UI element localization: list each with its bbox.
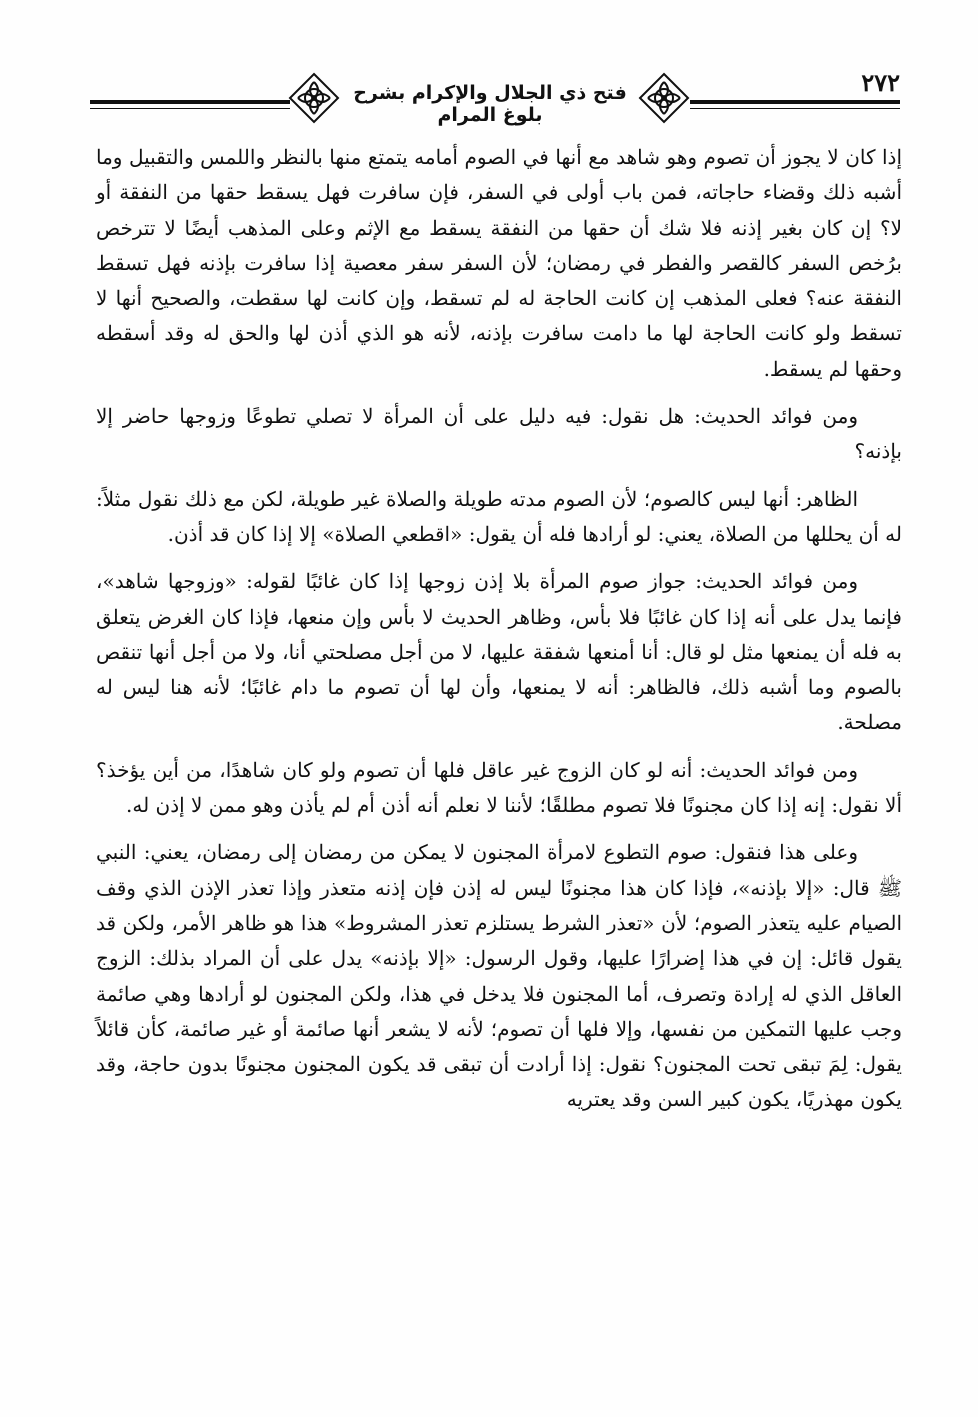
header-rule-right-thin (690, 108, 900, 109)
body-text (96, 140, 902, 1130)
header-rule-right (690, 100, 900, 104)
paragraph: ومن فوائد الحديث: هل نقول: فيه دليل على أن المرأة لا تصلي تطوعًا وزوجها حاضر إلا بإذنه؟ (96, 404, 902, 464)
page-number: ٢٧٢ (861, 68, 900, 97)
paragraph: إذا كان لا يجوز أن تصوم وهو شاهد مع أنها في الصوم أمامه يتمتع منها بالنظر واللمس والتقبيل وما أشبه ذلك وقضاء حاجاته، فمن باب أولى في السفر، فإن سافرت فهل يسقط حقها من النفقة أو لا؟ إن كان بغير إذنه فلا شك أن حقها من النفقة يسقط مع الإثم وعلى المذهب أيضًا لا تترخص برُخص السفر كالقصر والفطر في رمضان؛ لأن السفر سفر معصية إذا سافرت بإذنه فهل تسقط النفقة عنه؟ فعلى المذهب إن كانت الحاجة له لم تسقط، وإن كانت لها سقطت، والصحيح أنها لا تسقط ولو كانت الحاجة لها ما دامت سافرت بإذنه، لأنه هو الذي أذن لها والحق له وقد أسقطه وحقها لم يسقط. (96, 145, 903, 381)
paragraph: وعلى هذا فنقول: صوم التطوع لامرأة المجنون لا يمكن من رمضان إلى رمضان، يعني: النبي ﷺ قال: «إلا بإذنه»، فإذا كان هذا مجنونًا ليس له إذن فإن إذنه متعذر وإذا تعذر الإذن الذي وقف الصيام عليه يتعذر الصوم؛ لأن «تعذر الشرط يستلزم تعذر المشروط» هذا هو ظاهر الأمر، ولكن قد يقول قائل: إن في هذا إضرارًا عليها، وقول الرسول: «إلا بإذنه» يدل على أن المراد بذلك: الزوج العاقل الذي له إرادة وتصرف، أما المجنون فلا يدخل في هذا، ولكن المجنون لو أرادها وهي صائمة وجب عليها التمكين من نفسها، وإلا فلها أن تصوم؛ لأنه لا يشعر أنها صائمة أو غير صائمة، كأن قائلاً يقول: لِمَ تبقى تحت المجنون؟ نقول: إذا أرادت أن تبقى قد يكون المجنون مجنونًا بدون حاجة، وقد يكون مهذريًا، يكون كبير السن وقد يعتريه (96, 840, 903, 1112)
header-rule-left (90, 100, 290, 104)
ornament-right-icon (636, 70, 692, 126)
running-title: فتح ذي الجلال والإكرام بشرح بلوغ المرام (353, 82, 627, 126)
paragraph: ومن فوائد الحديث: أنه لو كان الزوج غير عاقل فلها أن تصوم ولو كان شاهدًا، من أين يؤخذ؟ ألا نقول: إنه إذا كان مجنونًا فلا تصوم مطلقًا؛ لأننا لا نعلم أنه أذن أم لم يأذن وهو ممن لا إذن له. (96, 757, 902, 818)
header-rule-left-thin (90, 108, 290, 109)
ornament-left-icon (286, 70, 342, 126)
page-header (90, 62, 900, 126)
paragraph: ومن فوائد الحديث: جواز صوم المرأة بلا إذن زوجها إذا كان غائبًا لقوله: «وزوجها شاهد»، فإنما يدل على أنه إذا كان غائبًا فلا بأس، وظاهر الحديث لا بأس وإن منعها، فإذا كان الغرض يتعلق به فله أن يمنعها مثل لو قال: أنا أمنعها شفقة عليها، لا من أجل مصلحتي أنا، ولا من أجل أنها تنقص بالصوم وما أشبه ذلك، فالظاهر: أنه لا يمنعها، وأن لها أن تصوم ما دام غائبًا؛ لأنه هنا ليس له مصلحة. (96, 569, 902, 735)
paragraph: الظاهر: أنها ليس كالصوم؛ لأن الصوم مدته طويلة والصلاة غير طويلة، لكن مع ذلك نقول مثلاً: له أن يحللها من الصلاة، يعني: لو أرادها فله أن يقول: «اقطعي الصلاة» إلا إذا كان قد أذن. (96, 486, 902, 546)
